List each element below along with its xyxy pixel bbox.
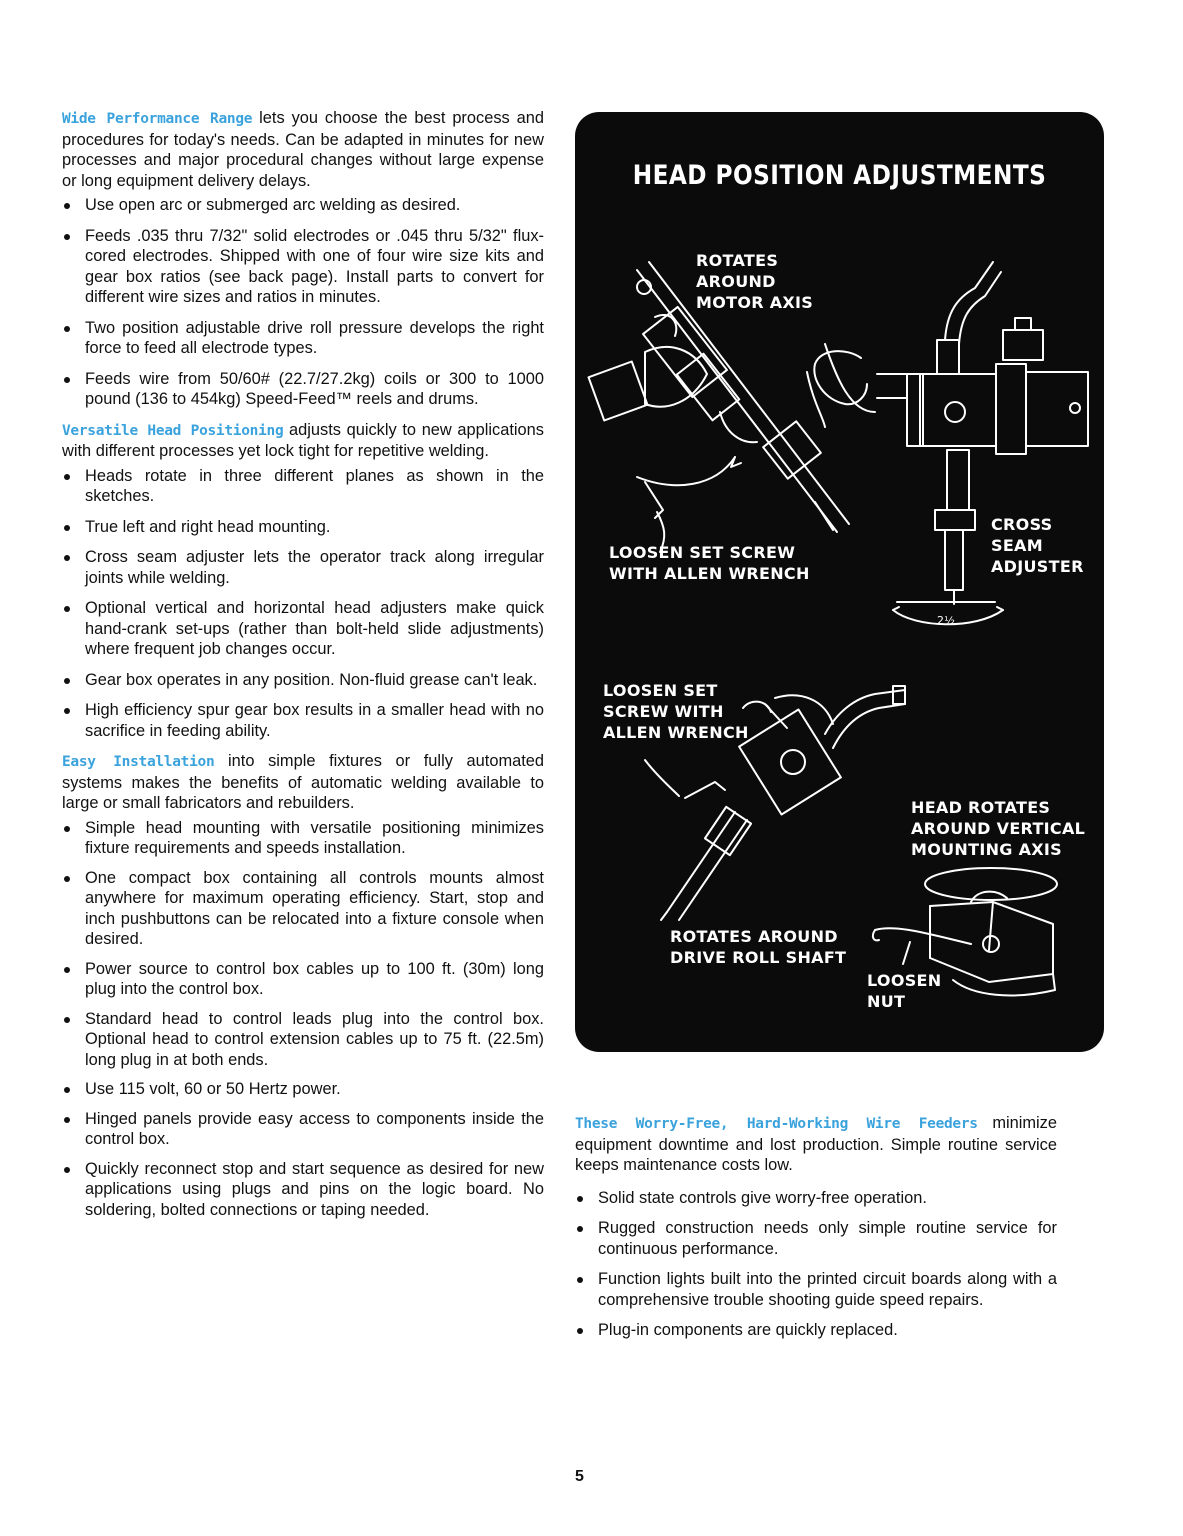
- versatile-head-list: [62, 466, 544, 742]
- label-dimension: 2½: [937, 614, 956, 627]
- list-item: Power source to control box cables up to 100 ft. (30m) long plug into the control box.: [62, 959, 544, 1000]
- versatile-head-text: adjusts quickly to new applications with different processes yet lock tight for repetitive welding.: [62, 420, 544, 460]
- wide-performance-paragraph: [62, 108, 544, 191]
- label-rotates-around-motor-axis: ROTATES AROUND MOTOR AXIS: [696, 251, 814, 312]
- list-item: Solid state controls give worry-free operation.: [575, 1188, 1057, 1209]
- list-item: Gear box operates in any position. Non-fluid grease can't leak.: [62, 670, 544, 691]
- list-item: Feeds wire from 50/60# (22.7/27.2kg) coils or 300 to 1000 pound (136 to 454kg) Speed-Feed™ reels and drums.: [62, 369, 544, 410]
- list-item: Plug-in components are quickly replaced.: [575, 1320, 1057, 1341]
- list-item: High efficiency spur gear box results in a smaller head with no sacrifice in feeding ability.: [62, 700, 544, 741]
- left-column: [62, 108, 544, 1229]
- list-item: Rugged construction needs only simple routine service for continuous performance.: [575, 1218, 1057, 1259]
- wide-performance-heading: Wide Performance Range: [62, 111, 253, 127]
- easy-installation-text: into simple fixtures or fully automated systems makes the benefits of automatic welding available to large or small fabricators and rebuilders.: [62, 752, 544, 812]
- versatile-head-heading: Versatile Head Positioning: [62, 422, 284, 439]
- list-item: Optional vertical and horizontal head adjusters make quick hand-crank set-ups (rather than bolt-held slide adjustments) where frequent job changes occur.: [62, 598, 544, 660]
- list-item: Feeds .035 thru 7/32" solid electrodes or .045 thru 5/32" flux-cored electrodes. Shipped with one of four wire size kits and gear box ratios (see back page). Install parts to convert for different wire sizes and ratios in minutes.: [62, 226, 544, 308]
- wire-feeders-heading: These Worry-Free, Hard-Working Wire Feeders: [575, 1116, 978, 1132]
- list-item: Use 115 volt, 60 or 50 Hertz power.: [62, 1079, 544, 1100]
- versatile-head-paragraph: [62, 420, 544, 462]
- wire-feeders-list: [575, 1188, 1057, 1341]
- panel-title: HEAD POSITION ADJUSTMENTS: [632, 160, 1047, 191]
- right-column: [575, 1113, 1057, 1351]
- wide-performance-text: lets you choose the best process and procedures for today's needs. Can be adapted in minutes for new processes and major procedural changes without large expense or long equipment delivery delays.: [62, 109, 544, 190]
- list-item: Simple head mounting with versatile positioning minimizes fixture requirements and speeds installation.: [62, 818, 544, 859]
- list-item: Function lights built into the printed circuit boards along with a comprehensive trouble shooting guide speed repairs.: [575, 1269, 1057, 1310]
- label-loosen-set-screw-2: LOOSEN SET SCREW WITH ALLEN WRENCH: [603, 681, 749, 742]
- easy-installation-heading: Easy Installation: [62, 754, 215, 770]
- list-item: One compact box containing all controls mounts almost anywhere for maximum operating efficiency. Start, stop and inch pushbuttons can be relocated into a fixture console when desired.: [62, 868, 544, 950]
- label-loosen-set-screw-1: LOOSEN SET SCREW WITH ALLEN WRENCH: [609, 543, 810, 583]
- list-item: Cross seam adjuster lets the operator track along irregular joints while welding.: [62, 547, 544, 588]
- wire-feeders-text: minimize equipment downtime and lost production. Simple routine service keeps maintenance costs low.: [575, 1114, 1057, 1174]
- page-number: 5: [575, 1468, 584, 1485]
- list-item: Two position adjustable drive roll pressure develops the right force to feed all electrode types.: [62, 318, 544, 359]
- list-item: Hinged panels provide easy access to components inside the control box.: [62, 1109, 544, 1150]
- label-head-rotates-vertical-axis: HEAD ROTATES AROUND VERTICAL MOUNTING AXIS: [911, 798, 1086, 859]
- easy-installation-list: [62, 818, 544, 1221]
- head-position-panel: [575, 112, 1104, 1052]
- easy-installation-paragraph: [62, 751, 544, 814]
- list-item: Standard head to control leads plug into the control box. Optional head to control extension cables up to 75 ft. (22.5m) long plug in at both ends.: [62, 1009, 544, 1071]
- label-cross-seam-adjuster: CROSS SEAM ADJUSTER: [991, 515, 1084, 576]
- wire-feeders-paragraph: [575, 1113, 1057, 1176]
- list-item: Quickly reconnect stop and start sequence as desired for new applications using plugs and pins on the logic board. No soldering, bolted connections or taping needed.: [62, 1159, 544, 1221]
- list-item: Use open arc or submerged arc welding as desired.: [62, 195, 544, 216]
- wide-performance-list: [62, 195, 544, 410]
- list-item: Heads rotate in three different planes as shown in the sketches.: [62, 466, 544, 507]
- label-loosen-nut: LOOSEN NUT: [867, 971, 942, 1011]
- list-item: True left and right head mounting.: [62, 517, 544, 538]
- label-rotates-around-drive-roll: ROTATES AROUND DRIVE ROLL SHAFT: [670, 927, 847, 967]
